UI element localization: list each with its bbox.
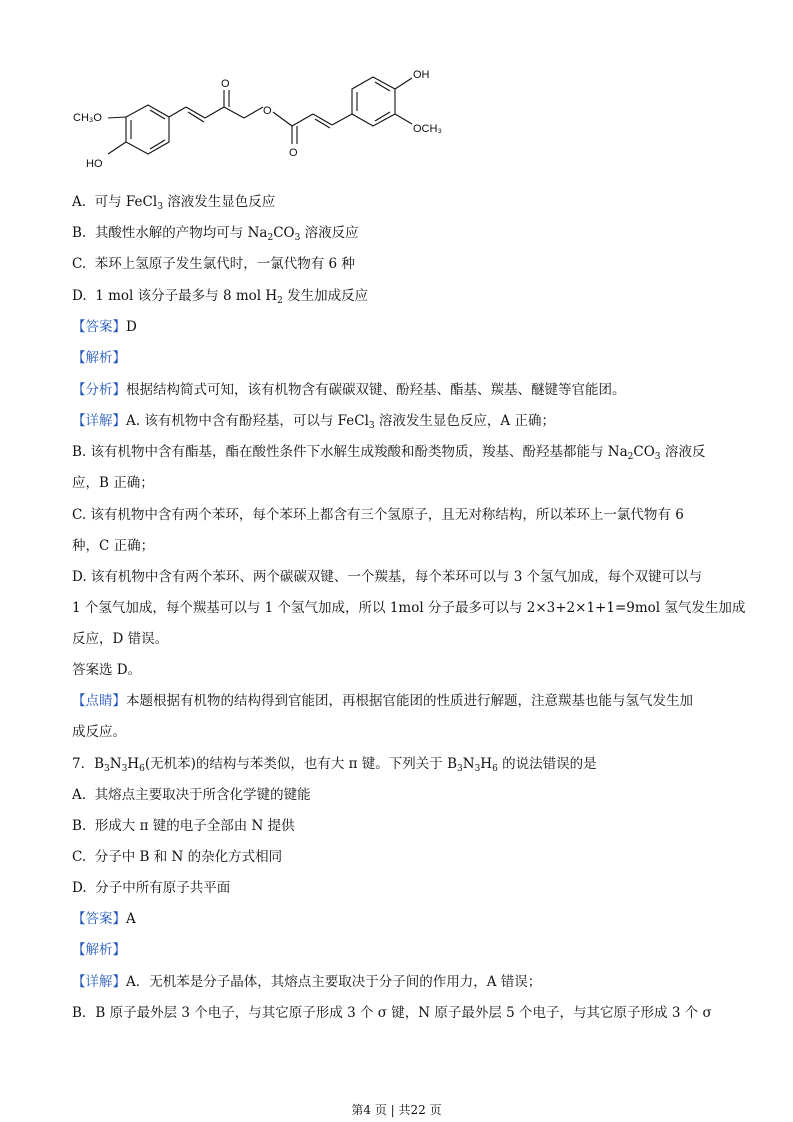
q6-xiangjie-b-line2: 应，B 正确； xyxy=(72,475,154,491)
ketone-o-label: O xyxy=(221,78,230,90)
option-key: D. xyxy=(72,288,87,304)
q6-answer xyxy=(72,317,137,337)
q6-option-c: C. 苯环上氢原子发生氯代时，一氯代物有 6 种 xyxy=(72,256,355,272)
q6-xiangjie-d-line3: 反应，D 错误。 xyxy=(72,631,169,647)
q6-xiangjie-d-line2: 1 个氢气加成，每个羰基可以与 1 个氢气加成，所以 1mol 分子最多可以与 2×3+2×1+1=9mol 氢气发生加成 xyxy=(72,600,746,616)
carbonyl-o-label: O xyxy=(289,147,298,159)
xiangjie-tag: 【详解】 xyxy=(72,974,126,990)
structure-svg xyxy=(60,62,500,180)
page-footer: 第4 页 | 共22 页 xyxy=(351,1103,442,1117)
q6-jiexi xyxy=(72,348,126,368)
ester-o-label: O xyxy=(263,105,272,117)
q7-option-d: D. 分子中所有原子共平面 xyxy=(72,880,231,896)
answer-value: D xyxy=(126,319,137,335)
ho-left-label: HO xyxy=(86,158,103,170)
dianjing-tag: 【点睛】 xyxy=(72,693,126,709)
left-benzene-ring xyxy=(126,105,169,154)
q6-fenxi: 【分析】根据结构简式可知，该有机物含有碳碳双键、酚羟基、酯基、羰基、醚键等官能团。 xyxy=(72,382,626,398)
och3-left-label: CH₃O xyxy=(73,112,102,124)
structure-formula xyxy=(60,62,500,180)
q7-xiangjie-a: 【详解】A．无机苯是分子晶体，其熔点主要取决于分子间的作用力，A 错误； xyxy=(72,974,542,990)
answer-tag: 【答案】 xyxy=(72,319,126,335)
xiangjie-tag: 【详解】 xyxy=(72,413,126,429)
q7-xiangjie-b: B．B 原子最外层 3 个电子，与其它原子形成 3 个 σ 键，N 原子最外层 5 个电子，与其它原子形成 3 个 σ xyxy=(72,1005,712,1021)
oh-right-label: OH xyxy=(413,69,430,81)
q6-xiangjie-d-line1: D. 该有机物中含有两个苯环、两个碳碳双键、一个羰基，每个苯环可以与 3 个氢气加成，每个双键可以与 xyxy=(72,569,703,585)
option-key: A. xyxy=(72,787,87,803)
q7-option-c: C. 分子中 B 和 N 的杂化方式相同 xyxy=(72,849,283,865)
q6-xiangjie-c-line1: C. 该有机物中含有两个苯环，每个苯环上都含有三个氢原子，且无对称结构，所以苯环上一氯代物有 6 xyxy=(72,507,684,523)
q6-dianjing-line2: 成反应。 xyxy=(72,724,126,740)
right-benzene-ring xyxy=(352,77,395,126)
q6-xiangjie-c-line2: 种，C 正确； xyxy=(72,538,155,554)
och3-right-label: OCH₃ xyxy=(413,123,442,135)
q6-xiangjie-b-line1: B. 该有机物中含有酯基，酯在酸性条件下水解生成羧酸和酚类物质，羧基、酚羟基都能与 $Na_2CO_3$ 溶液反 xyxy=(72,444,706,462)
q7-jiexi xyxy=(72,940,126,960)
q7-answer xyxy=(72,909,136,929)
question-number: 7． xyxy=(72,756,95,772)
jiexi-tag: 【解析】 xyxy=(72,350,126,366)
option-key: B. xyxy=(72,818,87,834)
option-key: C. xyxy=(72,849,87,865)
q6-option-d: D. 1 mol 该分子最多与 8 mol $H_2$ 发生加成反应 xyxy=(72,288,369,306)
q6-option-b: B. 其酸性水解的产物均可与 $Na_2CO_3$ 溶液反应 xyxy=(72,225,359,243)
q7-option-b: B. 形成大 π 键的电子全部由 N 提供 xyxy=(72,818,295,834)
jiexi-tag: 【解析】 xyxy=(72,942,126,958)
answer-tag: 【答案】 xyxy=(72,911,126,927)
q7-option-a: A. 其熔点主要取决于所含化学键的键能 xyxy=(72,787,311,803)
answer-value: A xyxy=(126,911,136,927)
option-key: D. xyxy=(72,880,87,896)
q7-stem: 7．$B_3N_3H_6$(无机苯)的结构与苯类似，也有大 π 键。下列关于 $B_3N_3H_6$ 的说法错误的是 xyxy=(72,756,597,774)
option-key: A. xyxy=(72,194,87,210)
fenxi-tag: 【分析】 xyxy=(72,382,126,398)
q6-conclusion: 答案选 D。 xyxy=(72,662,142,678)
option-key: C. xyxy=(72,256,87,272)
q6-dianjing-line1: 【点睛】本题根据有机物的结构得到官能团，再根据官能团的性质进行解题，注意羰基也能与氢气发生加 xyxy=(72,693,693,709)
q6-xiangjie-a: 【详解】A. 该有机物中含有酚羟基，可以与 FeCl$_3$ 溶液发生显色反应，A 正确； xyxy=(72,413,555,431)
option-key: B. xyxy=(72,225,87,241)
q6-option-a: A. 可与 FeCl$_3$ 溶液发生显色反应 xyxy=(72,194,276,212)
